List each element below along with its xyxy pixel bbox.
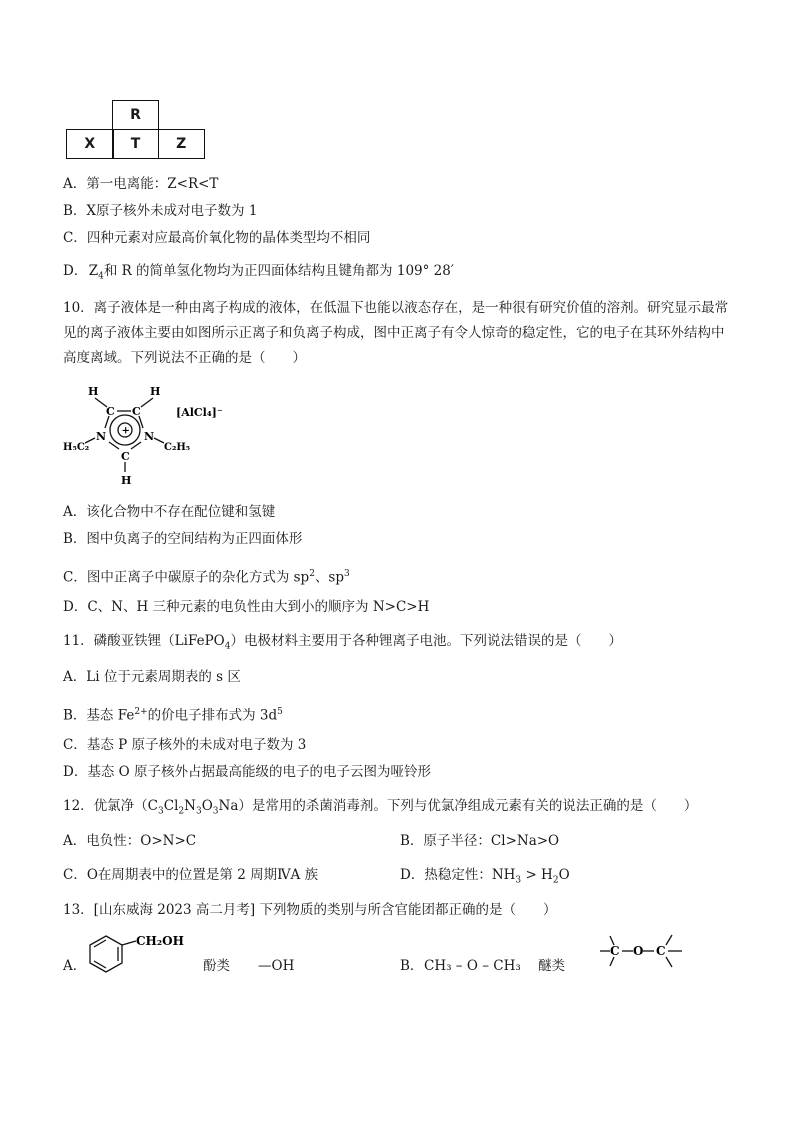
q11-option-b bbox=[63, 703, 283, 725]
q11-stem-post: ）电极材料主要用于各种锂离子电池。下列说法错误的是（ ） bbox=[230, 633, 622, 649]
q12-cl: Cl bbox=[163, 798, 179, 814]
ethyl-left: H₅C₂ bbox=[63, 442, 90, 453]
q11-stem-pre: 11．磷酸亚铁锂（LiFePO bbox=[63, 633, 225, 649]
cell-t: T bbox=[112, 129, 159, 159]
q9-d-sub: 4 bbox=[98, 271, 104, 282]
q9-option-a: A．第一电离能：Z<R<T bbox=[63, 176, 219, 192]
q12-d-post: O bbox=[558, 867, 570, 883]
ethyl-right: C₂H₅ bbox=[164, 442, 191, 453]
charge-plus: + bbox=[121, 425, 130, 437]
q10-option-d: D．C、N、H 三种元素的电负性由大到小的顺序为 N>C>H bbox=[63, 599, 430, 615]
atom-h-bottom: H bbox=[121, 474, 132, 487]
q10-option-b: B．图中负离子的空间结构为正四面体形 bbox=[63, 531, 303, 547]
q13-b-class: 醚类 bbox=[538, 958, 565, 974]
q9-option-c: C．四种元素对应最高价氧化物的晶体类型均不相同 bbox=[63, 230, 371, 246]
q13-a-func: —OH bbox=[258, 958, 295, 974]
q11-option-d: D．基态 O 原子核外占据最高能级的电子的电子云图为哑铃形 bbox=[63, 764, 431, 780]
cell-x: X bbox=[66, 129, 114, 159]
ether-c-right: C bbox=[656, 944, 666, 958]
atom-n-right: N bbox=[144, 430, 155, 443]
ether-o: O bbox=[633, 944, 644, 958]
q9-option-d bbox=[63, 262, 454, 286]
q10-c-sup1: 2 bbox=[309, 569, 315, 579]
atom-n-left: N bbox=[96, 430, 107, 443]
q13-option-a-label: A． bbox=[63, 958, 87, 974]
q9-d-prefix: D． bbox=[63, 263, 88, 279]
q12-d-sub2: 2 bbox=[552, 875, 559, 886]
q12-sub-o: 3 bbox=[212, 806, 219, 817]
q12-o: O bbox=[201, 798, 213, 814]
q12-option-a: A．电负性：O>N>C bbox=[63, 833, 197, 849]
anion-alcl4: [AlCl₄]⁻ bbox=[176, 406, 223, 419]
q9-option-b: B．X原子核外未成对电子数为 1 bbox=[63, 203, 258, 219]
q11-option-a: A．Li 位于元素周期表的 s 区 bbox=[63, 669, 241, 685]
q12-sub-cl: 2 bbox=[178, 806, 185, 817]
q13-stem: 13．[山东威海 2023 高二月考] 下列物质的类别与所含官能团都正确的是（ ） bbox=[63, 902, 557, 918]
q12-stem-post: ）是常用的杀菌消毒剂。下列与优氯净组成元素有关的说法正确的是（ ） bbox=[238, 798, 698, 814]
q10-stem: 10．离子液体是一种由离子构成的液体，在低温下也能以液态存在，是一种很有研究价值的溶剂。研究显示最常见的离子液体主要由如图所示正离子和负离子构成，图中正离子有令人惊奇的稳定性，它的电子在其环外结构中高度离域。下列说法不正确的是（ ） bbox=[63, 300, 729, 366]
q12-sub-n: 3 bbox=[195, 806, 202, 817]
atom-h-top-right: H bbox=[150, 385, 161, 398]
q9-d-z: Z bbox=[88, 263, 99, 279]
q11-b-sup: 2+ bbox=[134, 707, 148, 717]
ether-bond-structure bbox=[596, 930, 688, 972]
cell-r: R bbox=[112, 100, 159, 130]
atom-h-top-left: H bbox=[88, 385, 99, 398]
q10-c-text: C．图中正离子中碳原子的杂化方式为 sp bbox=[63, 569, 310, 586]
q11-b-sup2: 5 bbox=[277, 707, 283, 717]
q11-stem bbox=[63, 632, 622, 656]
ether-c-left: C bbox=[610, 944, 620, 958]
q11-stem-sub: 4 bbox=[224, 641, 231, 652]
q12-sub-c: 3 bbox=[158, 806, 164, 817]
cell-z: Z bbox=[158, 129, 206, 159]
q12-option-c: C．O在周期表中的位置是第 2 周期ⅣA 族 bbox=[63, 867, 319, 883]
q9-d-text: 和 R 的简单氢化物均为正四面体结构且键角都为 109° 28′ bbox=[103, 263, 454, 279]
q12-d-pre: D．热稳定性：NH bbox=[400, 867, 516, 883]
q10-c-mid: 、sp bbox=[314, 569, 345, 586]
q13-option-b-label: B． bbox=[400, 958, 424, 974]
q12-n: N bbox=[184, 798, 196, 814]
q12-d-mid: > H bbox=[521, 867, 553, 883]
q12-option-d bbox=[400, 866, 570, 890]
q10-option-c bbox=[63, 565, 350, 587]
imidazolium-structure-figure bbox=[60, 380, 260, 492]
atom-c-right: C bbox=[132, 405, 141, 418]
q12-stem-pre: 12．优氯净（C bbox=[63, 798, 159, 814]
q11-option-c: C．基态 P 原子核外的未成对电子数为 3 bbox=[63, 737, 307, 753]
atom-c-left: C bbox=[106, 405, 115, 418]
q13-a-class: 酚类 bbox=[203, 958, 230, 974]
q10-option-a: A．该化合物中不存在配位键和氢键 bbox=[63, 504, 276, 520]
atom-c-bottom: C bbox=[121, 450, 130, 463]
q11-b-pre: B．基态 Fe bbox=[63, 707, 135, 724]
q12-stem bbox=[63, 797, 697, 821]
q12-na: Na bbox=[218, 798, 239, 814]
benzyl-alcohol-structure bbox=[82, 930, 192, 976]
q13-b-formula: CH₃ – O – CH₃ bbox=[424, 958, 521, 974]
q11-b-mid: 的价电子排布式为 3d bbox=[147, 707, 278, 724]
q10-c-sup2: 3 bbox=[344, 569, 350, 579]
q12-option-b: B．原子半径：Cl>Na>O bbox=[400, 833, 560, 849]
q12-d-sub1: 3 bbox=[515, 875, 522, 886]
ch2oh-label: CH₂OH bbox=[136, 934, 184, 948]
